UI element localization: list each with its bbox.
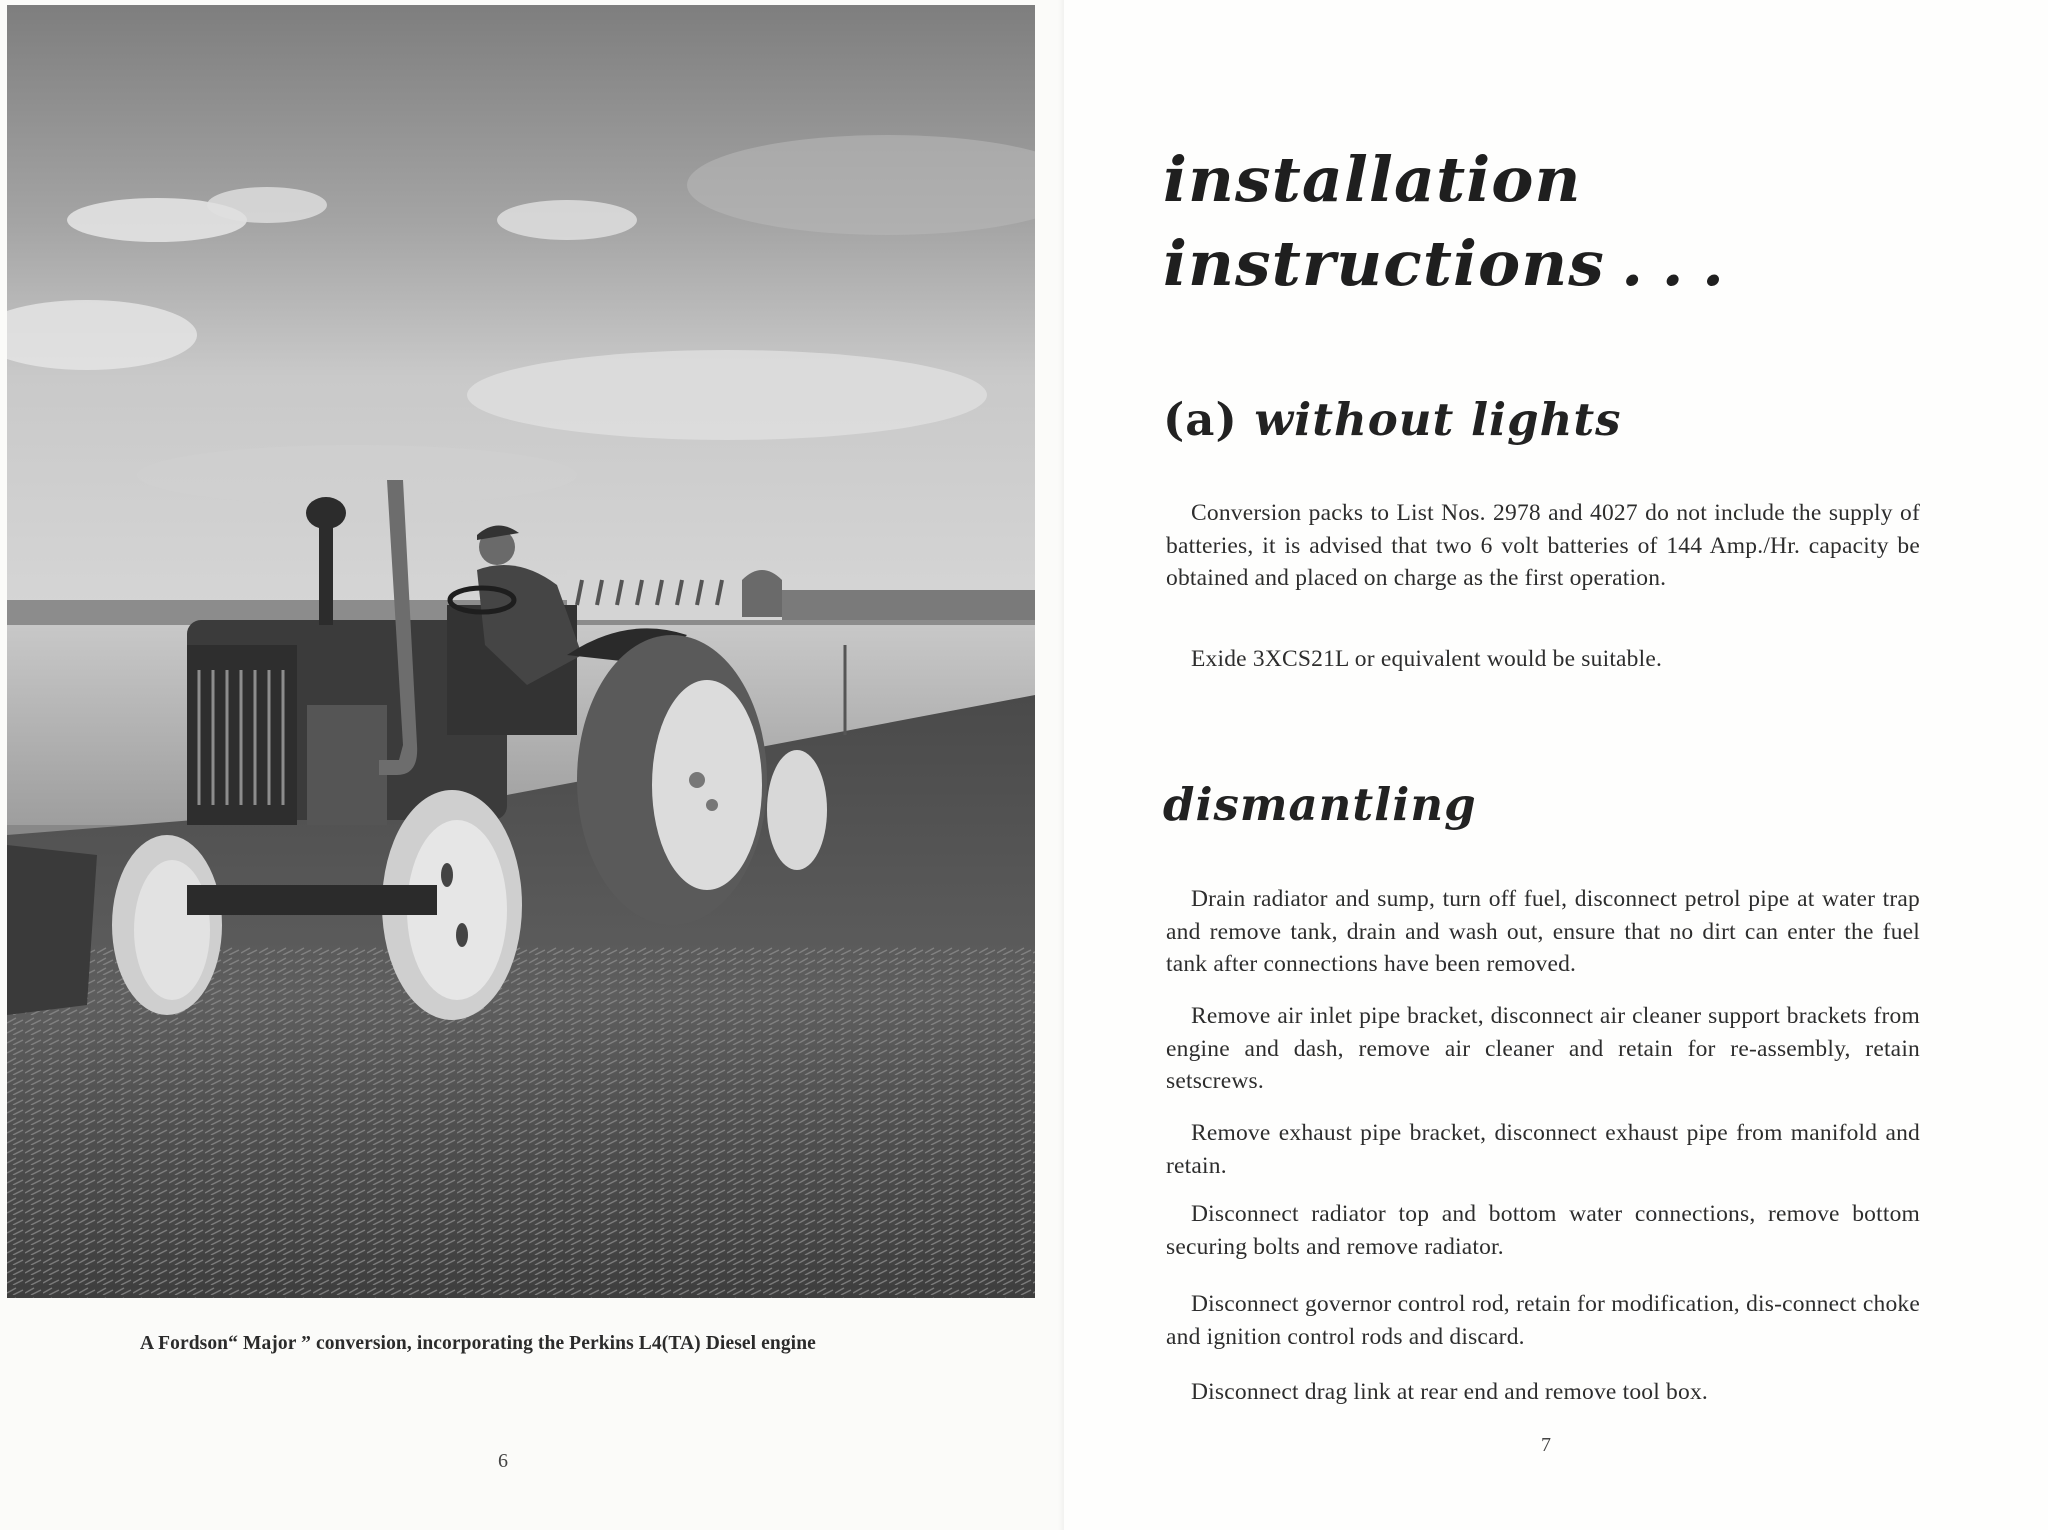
title-ellipsis: ... (1621, 227, 1743, 300)
paragraph-drag-link: Disconnect drag link at rear end and remove tool box. (1191, 1379, 1708, 1405)
section-heading-text: without lights (1254, 393, 1622, 446)
paragraph-drain-radiator: Drain radiator and sump, turn off fuel, disconnect petrol pipe at water trap and remove tank, drain and wash out, ensure that no dirt can enter the fuel tank after connections have been removed. (1166, 886, 1920, 977)
paragraph-batteries: Conversion packs to List Nos. 2978 and 4027 do not include the supply of batteries, it is advised that two 6 volt batteries of 144 Amp./Hr. capacity be obtained and placed on charge as the first operation. (1166, 500, 1920, 591)
photo-caption: A Fordson“ Major ” conversion, incorporating the Perkins L4(TA) Diesel engine (140, 1333, 816, 1354)
title-line-2-text: instructions (1163, 227, 1605, 300)
section-heading-dismantling: dismantling (1163, 778, 1477, 831)
section-heading-without-lights (1163, 393, 1621, 446)
title-line-2 (1163, 222, 1742, 306)
page-number-left: 6 (498, 1450, 508, 1472)
tractor-photo (7, 5, 1035, 1298)
paragraph-exhaust: Remove exhaust pipe bracket, disconnect exhaust pipe from manifold and retain. (1166, 1120, 1920, 1179)
title-line-1: installation (1163, 143, 1582, 216)
section-label: (a) (1163, 393, 1238, 446)
photo-illustration (7, 5, 1035, 1298)
paragraph-air-inlet: Remove air inlet pipe bracket, disconnect air cleaner support brackets from engine and dash, remove air cleaner and retain for re-assembly, retain setscrews. (1166, 1003, 1920, 1094)
page-number-right: 7 (1541, 1434, 1551, 1456)
paragraph-radiator-connections: Disconnect radiator top and bottom water connections, remove bottom securing bolts and remove radiator. (1166, 1201, 1920, 1260)
page-title (1163, 138, 1742, 306)
paragraph-governor-rod: Disconnect governor control rod, retain for modification, dis-connect choke and ignition control rods and discard. (1166, 1291, 1920, 1350)
paragraph-exide: Exide 3XCS21L or equivalent would be suitable. (1191, 646, 1663, 672)
